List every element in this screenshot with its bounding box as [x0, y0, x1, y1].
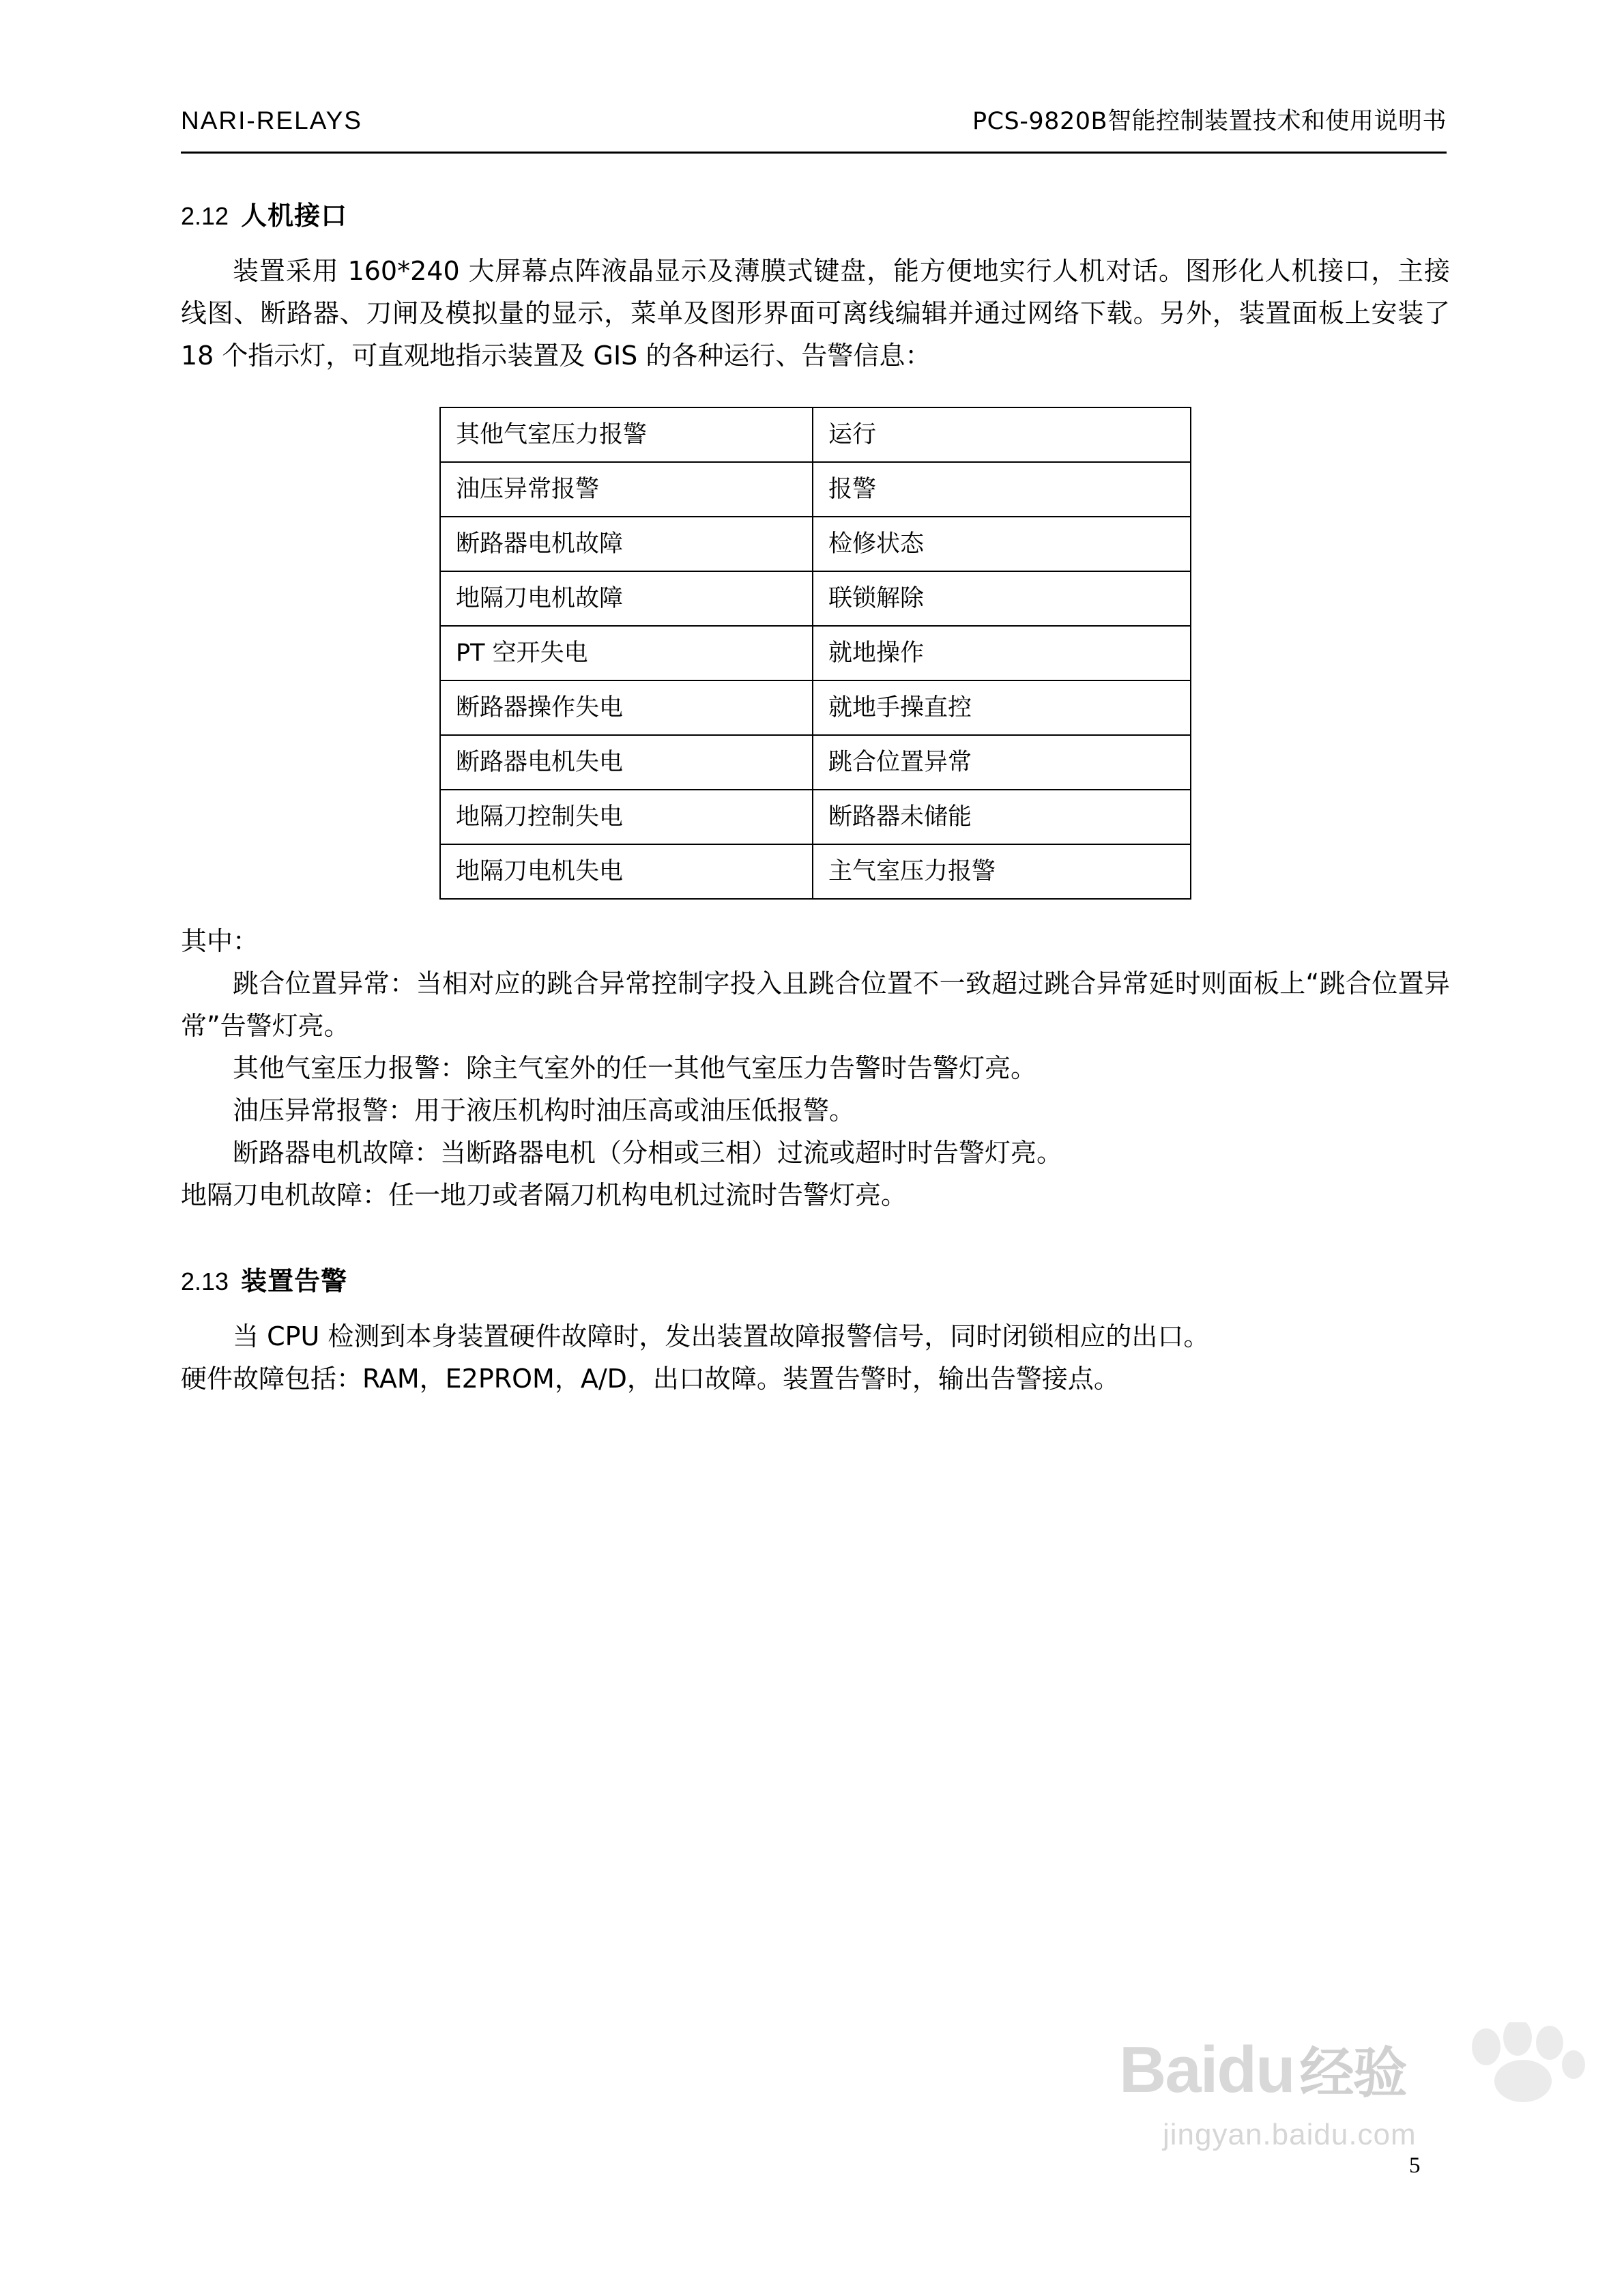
- table-cell: 主气室压力报警: [813, 844, 1191, 899]
- section-number: 2.12: [181, 202, 229, 230]
- table-cell: 检修状态: [813, 517, 1191, 571]
- table-row: [440, 735, 1191, 790]
- watermark: [1119, 2033, 1597, 2208]
- table-cell: 联锁解除: [813, 571, 1191, 626]
- after-table-item-4: 断路器电机故障：当断路器电机（分相或三相）过流或超时时告警灯亮。: [233, 1138, 1063, 1168]
- watermark-brand: [1119, 2033, 1597, 2106]
- page-header: [181, 102, 1447, 137]
- watermark-url: jingyan.baidu.com: [1163, 2118, 1417, 2151]
- section-2-12-paragraph-1: 装置采用 160*240 大屏幕点阵液晶显示及薄膜式键盘，能方便地实行人机对话。图形化人机接口，主接线图、断路器、刀闸及模拟量的显示，菜单及图形界面可离线编辑并通过网络下载。另外，装置面板上安装了 18 个指示灯，可直观地指示装置及 GIS 的各种运行、告警信息：: [181, 256, 1450, 371]
- table-cell: 断路器电机故障: [440, 517, 813, 571]
- after-table-item-1: 跳合位置异常：当相对应的跳合异常控制字投入且跳合位置不一致超过跳合异常延时则面板上“跳合位置异常”告警灯亮。: [181, 968, 1450, 1041]
- document-title: PCS-9820B智能控制装置技术和使用说明书: [972, 108, 1447, 135]
- table-cell: PT 空开失电: [440, 626, 813, 680]
- document-body: [181, 195, 1450, 1400]
- alarm-table-wrapper: [181, 407, 1450, 900]
- after-table-item-5: 地隔刀电机故障：任一地刀或者隔刀机构电机过流时告警灯亮。: [181, 1180, 908, 1210]
- table-row: [440, 462, 1191, 517]
- table-cell: 其他气室压力报警: [440, 407, 813, 462]
- table-row: [440, 680, 1191, 735]
- after-table-lead: 其中：: [181, 926, 259, 956]
- alarm-indicator-table: [439, 407, 1191, 900]
- table-row: [440, 790, 1191, 844]
- table-cell: 断路器电机失电: [440, 735, 813, 790]
- table-cell: 地隔刀电机故障: [440, 571, 813, 626]
- table-cell: 就地操作: [813, 626, 1191, 680]
- section-heading-2-12: [181, 195, 1450, 232]
- section-number: 2.13: [181, 1267, 229, 1295]
- table-cell: 地隔刀电机失电: [440, 844, 813, 899]
- table-cell: 报警: [813, 462, 1191, 517]
- section-2-13-paragraph-2: 硬件故障包括：RAM，E2PROM，A/D，出口故障。装置告警时，输出告警接点。: [181, 1364, 1120, 1394]
- table-row: [440, 571, 1191, 626]
- page-number: 5: [1409, 2153, 1421, 2178]
- table-cell: 跳合位置异常: [813, 735, 1191, 790]
- section-title: 人机接口: [241, 201, 348, 231]
- brand-name: NARI-RELAYS: [181, 106, 362, 134]
- header-divider: [181, 152, 1447, 154]
- watermark-brand-text: Baidu: [1119, 2033, 1294, 2106]
- section-2-13-paragraph-1: 当 CPU 检测到本身装置硬件故障时，发出装置故障报警信号，同时闭锁相应的出口。: [233, 1321, 1210, 1351]
- table-cell: 油压异常报警: [440, 462, 813, 517]
- after-table-item-3: 油压异常报警：用于液压机构时油压高或油压低报警。: [233, 1095, 856, 1125]
- table-cell: 地隔刀控制失电: [440, 790, 813, 844]
- after-table-item-2: 其他气室压力报警：除主气室外的任一其他气室压力告警时告警灯亮。: [233, 1053, 1037, 1083]
- table-row: [440, 626, 1191, 680]
- table-row: [440, 517, 1191, 571]
- table-row: [440, 407, 1191, 462]
- table-cell: 断路器未储能: [813, 790, 1191, 844]
- section-title: 装置告警: [241, 1266, 348, 1296]
- section-heading-2-13: [181, 1260, 1450, 1297]
- table-cell: 运行: [813, 407, 1191, 462]
- paw-logo-icon: [1460, 2022, 1590, 2104]
- table-cell: 断路器操作失电: [440, 680, 813, 735]
- watermark-brand-cn: 经验: [1299, 2041, 1406, 2105]
- table-cell: 就地手操直控: [813, 680, 1191, 735]
- table-row: [440, 844, 1191, 899]
